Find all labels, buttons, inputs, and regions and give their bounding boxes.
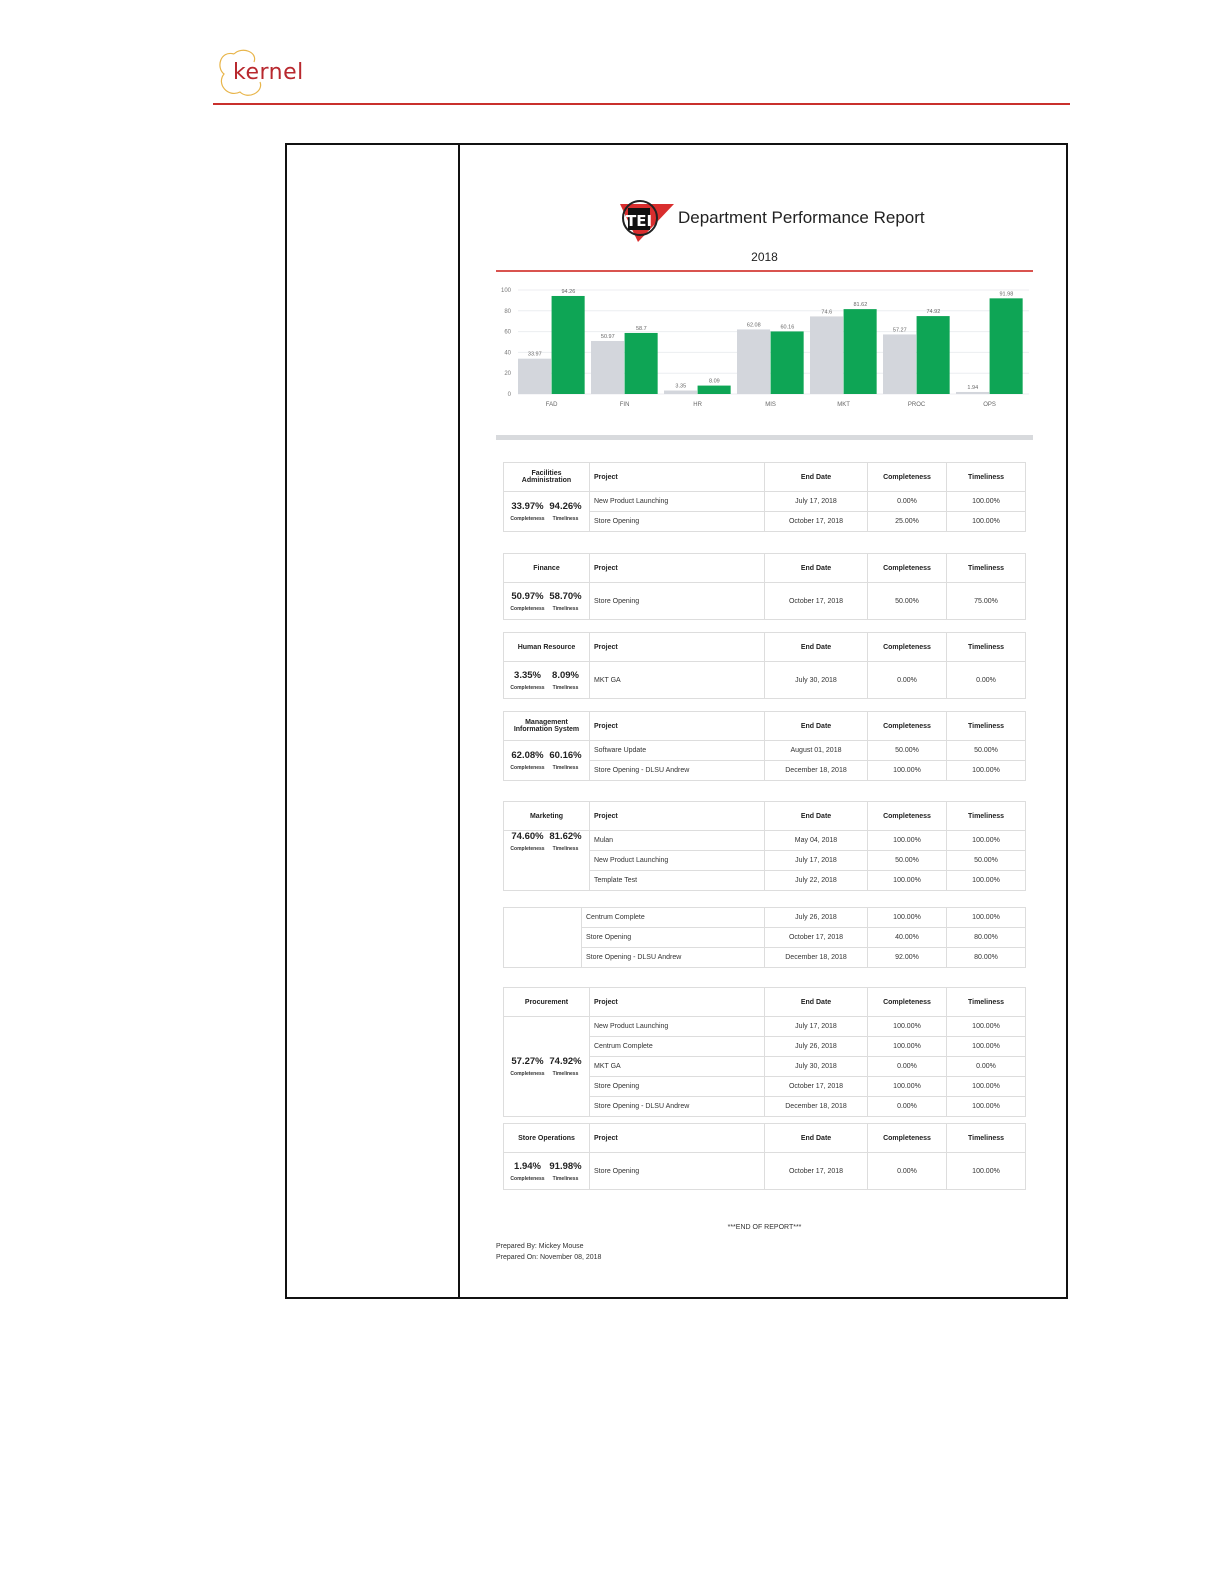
timeliness-value: 100.00% (947, 1017, 1026, 1037)
timeliness-stat: 58.70% Timeliness (549, 590, 582, 612)
completeness-value: 50.00% (868, 583, 947, 620)
completeness-value: 100.00% (868, 908, 947, 928)
col-end-date: End Date (765, 802, 868, 831)
x-tick-label: HR (693, 402, 702, 408)
project-name: Template Test (590, 871, 765, 891)
x-tick-label: FAD (545, 402, 558, 408)
project-name: Mulan (590, 831, 765, 851)
col-project: Project (590, 463, 765, 492)
project-name: MKT GA (590, 662, 765, 699)
y-tick-label: 40 (504, 350, 511, 357)
bar-data-label: 58.7 (636, 325, 647, 332)
y-tick-label: 100 (500, 288, 511, 294)
col-end-date: End Date (765, 463, 868, 492)
timeliness-value: 0.00% (947, 662, 1026, 699)
timeliness-value: 0.00% (947, 1057, 1026, 1077)
timeliness-value: 100.00% (947, 1077, 1026, 1097)
title-underline (496, 270, 1033, 272)
project-name: New Product Launching (590, 851, 765, 871)
completeness-value: 0.00% (868, 1097, 947, 1117)
timeliness-value: 100.00% (947, 871, 1026, 891)
bar-data-label: 74.6 (821, 309, 833, 316)
x-tick-label: MKT (837, 402, 850, 408)
report-logo (614, 198, 676, 242)
bar-fad-series-2 (552, 296, 585, 394)
col-completeness: Completeness (868, 1124, 947, 1153)
col-end-date: End Date (765, 554, 868, 583)
timeliness-stat: 74.92% Timeliness (549, 1056, 582, 1077)
completeness-value: 100.00% (868, 761, 947, 781)
timeliness-value: 100.00% (947, 1097, 1026, 1117)
timeliness-stat: 94.26% Timeliness (549, 501, 582, 522)
end-date: July 22, 2018 (765, 871, 868, 891)
bar-mis-series-1 (737, 329, 770, 394)
timeliness-value: 100.00% (947, 831, 1026, 851)
bar-data-label: 57.27 (892, 327, 907, 334)
bar-mis-series-2 (771, 331, 804, 394)
prepared-on: Prepared On: November 08, 2018 (496, 1254, 602, 1261)
end-date: October 17, 2018 (765, 512, 868, 532)
project-name: Store Opening (582, 928, 765, 948)
timeliness-value: 100.00% (947, 512, 1026, 532)
dept-name: Marketing (504, 802, 590, 831)
project-name: New Product Launching (590, 492, 765, 512)
dept-name: Finance (504, 554, 590, 583)
col-completeness: Completeness (868, 463, 947, 492)
dept-summary (504, 1017, 590, 1117)
bar-data-label: 8.09 (709, 378, 720, 385)
bar-data-label: 50.97 (600, 333, 615, 340)
completeness-value: 100.00% (868, 831, 947, 851)
x-tick-label: PROC (907, 402, 926, 408)
performance-bar-chart (496, 280, 1033, 415)
project-name: Store Opening - DLSU Andrew (582, 948, 765, 968)
tei-logo-text: TEI (625, 212, 653, 230)
completeness-value: 92.00% (868, 948, 947, 968)
col-completeness: Completeness (868, 802, 947, 831)
bar-fin-series-2 (625, 333, 658, 394)
dept-table-management-information-system (503, 711, 1026, 781)
end-date: July 30, 2018 (765, 662, 868, 699)
project-name: Store Opening (590, 512, 765, 532)
bar-fad-series-1 (518, 359, 551, 394)
col-timeliness: Timeliness (947, 1124, 1026, 1153)
project-name: Store Opening (590, 1077, 765, 1097)
completeness-value: 0.00% (868, 662, 947, 699)
table-row (504, 948, 1026, 968)
end-date: October 17, 2018 (765, 1153, 868, 1190)
project-name: Store Opening (590, 583, 765, 620)
bar-proc-series-1 (883, 334, 916, 394)
table-row (504, 831, 1026, 851)
dept-summary (504, 583, 590, 620)
frame-left-column (287, 145, 460, 1297)
col-project: Project (590, 988, 765, 1017)
bar-data-label: 60.16 (780, 324, 795, 331)
table-row (504, 1153, 1026, 1190)
dept-summary (504, 1153, 590, 1190)
bar-ops-series-1 (956, 392, 989, 394)
timeliness-value: 50.00% (947, 851, 1026, 871)
brand-wordmark: kernel (233, 60, 304, 85)
bar-proc-series-2 (917, 316, 950, 394)
col-project: Project (590, 633, 765, 662)
bar-data-label: 94.26 (561, 288, 576, 295)
bar-data-label: 74.92 (926, 309, 941, 316)
y-tick-label: 80 (504, 308, 511, 315)
completeness-value: 100.00% (868, 1037, 947, 1057)
completeness-stat: 1.94% Completeness (510, 1160, 545, 1182)
dept-name: Procurement (504, 988, 590, 1017)
end-date: December 18, 2018 (765, 761, 868, 781)
completeness-stat: 57.27% Completeness (510, 1056, 545, 1077)
chart-bottom-band (496, 435, 1033, 440)
timeliness-value: 100.00% (947, 908, 1026, 928)
dept-table-finance (503, 553, 1026, 620)
timeliness-value: 100.00% (947, 1153, 1026, 1190)
table-row (504, 492, 1026, 512)
table-row (504, 1017, 1026, 1037)
kernel-logo (214, 46, 324, 98)
bar-data-label: 81.62 (853, 302, 868, 309)
col-completeness: Completeness (868, 554, 947, 583)
timeliness-value: 50.00% (947, 741, 1026, 761)
completeness-stat: 74.60% Completeness (510, 831, 545, 852)
end-date: July 26, 2018 (765, 1037, 868, 1057)
end-date: October 17, 2018 (765, 1077, 868, 1097)
bar-hr-series-1 (664, 391, 697, 394)
timeliness-value: 100.00% (947, 1037, 1026, 1057)
completeness-value: 100.00% (868, 1017, 947, 1037)
table-row (504, 908, 1026, 928)
dept-name: Human Resource (504, 633, 590, 662)
table-row (504, 583, 1026, 620)
dept-summary (504, 831, 590, 891)
end-date: December 18, 2018 (765, 1097, 868, 1117)
prepared-by: Prepared By: Mickey Mouse (496, 1243, 584, 1250)
col-end-date: End Date (765, 988, 868, 1017)
project-name: Store Opening - DLSU Andrew (590, 1097, 765, 1117)
x-tick-label: FIN (619, 402, 630, 408)
bar-ops-series-2 (990, 298, 1023, 394)
completeness-stat: 33.97% Completeness (510, 501, 545, 522)
bar-data-label: 1.94 (967, 384, 979, 391)
col-completeness: Completeness (868, 712, 947, 741)
col-project: Project (590, 712, 765, 741)
bar-data-label: 33.97 (527, 351, 542, 358)
completeness-value: 25.00% (868, 512, 947, 532)
timeliness-stat: 91.98% Timeliness (549, 1160, 582, 1182)
col-timeliness: Timeliness (947, 554, 1026, 583)
completeness-stat: 62.08% Completeness (510, 750, 545, 771)
completeness-value: 100.00% (868, 1077, 947, 1097)
dept-summary (504, 492, 590, 532)
bar-fin-series-1 (591, 341, 624, 394)
col-timeliness: Timeliness (947, 633, 1026, 662)
end-date: October 17, 2018 (765, 928, 868, 948)
x-tick-label: MIS (765, 402, 776, 408)
dept-table-human-resource (503, 632, 1026, 699)
completeness-value: 50.00% (868, 741, 947, 761)
col-timeliness: Timeliness (947, 712, 1026, 741)
y-tick-label: 60 (504, 329, 511, 336)
timeliness-value: 80.00% (947, 928, 1026, 948)
timeliness-stat: 60.16% Timeliness (549, 750, 582, 771)
bar-mkt-series-1 (810, 316, 843, 394)
timeliness-stat: 81.62% Timeliness (549, 831, 582, 852)
end-date: July 17, 2018 (765, 492, 868, 512)
table-row (504, 662, 1026, 699)
bar-data-label: 91.98 (999, 291, 1014, 298)
dept-summary-continued (504, 908, 582, 968)
project-name: Software Update (590, 741, 765, 761)
report-year: 2018 (751, 250, 778, 264)
end-date: October 17, 2018 (765, 583, 868, 620)
report-title: Department Performance Report (678, 208, 925, 227)
y-tick-label: 0 (507, 392, 511, 398)
dept-summary (504, 741, 590, 781)
project-name: Centrum Complete (582, 908, 765, 928)
end-date: July 17, 2018 (765, 851, 868, 871)
completeness-value: 50.00% (868, 851, 947, 871)
timeliness-value: 80.00% (947, 948, 1026, 968)
completeness-value: 40.00% (868, 928, 947, 948)
completeness-value: 0.00% (868, 1153, 947, 1190)
col-end-date: End Date (765, 633, 868, 662)
timeliness-value: 100.00% (947, 492, 1026, 512)
col-project: Project (590, 1124, 765, 1153)
dept-name: Management Information System (504, 712, 590, 741)
end-date: July 30, 2018 (765, 1057, 868, 1077)
x-tick-label: OPS (983, 402, 996, 408)
col-timeliness: Timeliness (947, 463, 1026, 492)
bar-mkt-series-2 (844, 309, 877, 394)
col-project: Project (590, 554, 765, 583)
col-end-date: End Date (765, 1124, 868, 1153)
dept-name: Facilities Administration (504, 463, 590, 492)
bar-data-label: 3.35 (675, 383, 687, 390)
dept-table-marketing-continued (503, 907, 1026, 968)
timeliness-stat: 8.09% Timeliness (552, 669, 579, 691)
project-name: Centrum Complete (590, 1037, 765, 1057)
col-timeliness: Timeliness (947, 802, 1026, 831)
completeness-value: 0.00% (868, 492, 947, 512)
project-name: New Product Launching (590, 1017, 765, 1037)
end-date: July 17, 2018 (765, 1017, 868, 1037)
project-name: Store Opening - DLSU Andrew (590, 761, 765, 781)
table-row (504, 928, 1026, 948)
col-timeliness: Timeliness (947, 988, 1026, 1017)
project-name: MKT GA (590, 1057, 765, 1077)
header-rule (213, 103, 1070, 105)
timeliness-value: 75.00% (947, 583, 1026, 620)
end-date: December 18, 2018 (765, 948, 868, 968)
bar-data-label: 62.08 (746, 322, 761, 329)
end-of-report: ***END OF REPORT*** (727, 1224, 802, 1231)
end-date: July 26, 2018 (765, 908, 868, 928)
dept-table-facilities-administration (503, 462, 1026, 532)
dept-summary (504, 662, 590, 699)
timeliness-value: 100.00% (947, 761, 1026, 781)
col-end-date: End Date (765, 712, 868, 741)
end-date: May 04, 2018 (765, 831, 868, 851)
table-row (504, 741, 1026, 761)
completeness-stat: 3.35% Completeness (510, 669, 545, 691)
bar-hr-series-2 (698, 386, 731, 394)
dept-table-procurement (503, 987, 1026, 1117)
project-name: Store Opening (590, 1153, 765, 1190)
tei-logo-icon (614, 198, 676, 244)
completeness-value: 0.00% (868, 1057, 947, 1077)
completeness-stat: 50.97% Completeness (510, 590, 545, 612)
dept-name: Store Operations (504, 1124, 590, 1153)
y-tick-label: 20 (504, 371, 511, 378)
completeness-value: 100.00% (868, 871, 947, 891)
col-completeness: Completeness (868, 988, 947, 1017)
dept-table-store-operations (503, 1123, 1026, 1190)
dept-table-marketing (503, 801, 1026, 891)
col-completeness: Completeness (868, 633, 947, 662)
end-date: August 01, 2018 (765, 741, 868, 761)
col-project: Project (590, 802, 765, 831)
